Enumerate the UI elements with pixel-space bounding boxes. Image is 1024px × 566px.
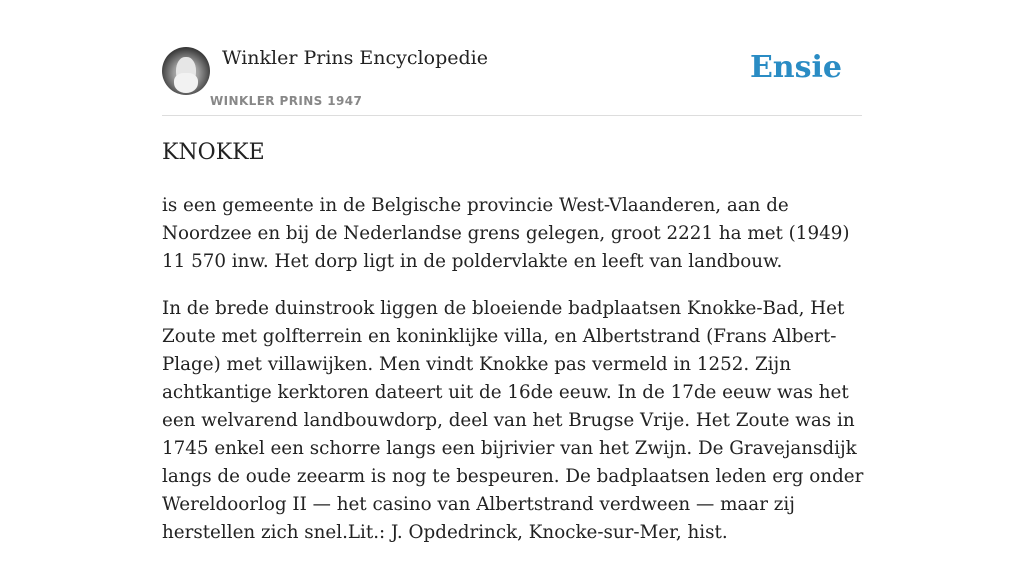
author-portrait-icon[interactable] <box>162 47 210 95</box>
ensie-logo[interactable]: Ensie <box>749 50 842 85</box>
portrait-beard <box>174 73 198 93</box>
article-paragraph: is een gemeente in de Belgische provincie West-Vlaanderen, aan de Noordzee en bij de Nederlandse grens gelegen, groot 2221 ha met (1949) 11 570 inw. Het dorp ligt in de poldervlakte en leeft van landbouw. <box>162 195 850 272</box>
article-paragraph: In de brede duinstrook liggen de bloeiende badplaatsen Knokke-Bad, Het Zoute met golfterrein en koninklijke villa, en Albertstrand (Frans Albert-Plage) met villawijken. Men vindt Knokke pas vermeld in 1252. Zijn achtkantige kerktoren dateert uit de 16de eeuw. In de 17de eeuw was het een welvarend landbouwdorp, deel van het Brugse Vrije. Het Zoute was in 1745 enkel een schorre langs een bijrivier van het Zwijn. De Gravejansdijk langs de oude zeearm is nog te bespeuren. De badplaatsen leden erg onder Wereldoorlog II — het casino van Albertstrand verdween — maar zij herstellen zich snel.Lit.: J. Opdedrinck, Knocke-sur-Mer, hist. <box>162 298 864 543</box>
source-label[interactable]: WINKLER PRINS 1947 <box>210 94 363 108</box>
article-body <box>162 192 868 566</box>
site-title-link[interactable]: Winkler Prins Encyclopedie <box>222 47 488 69</box>
page-header <box>162 44 862 116</box>
article-title: KNOKKE <box>162 140 265 165</box>
